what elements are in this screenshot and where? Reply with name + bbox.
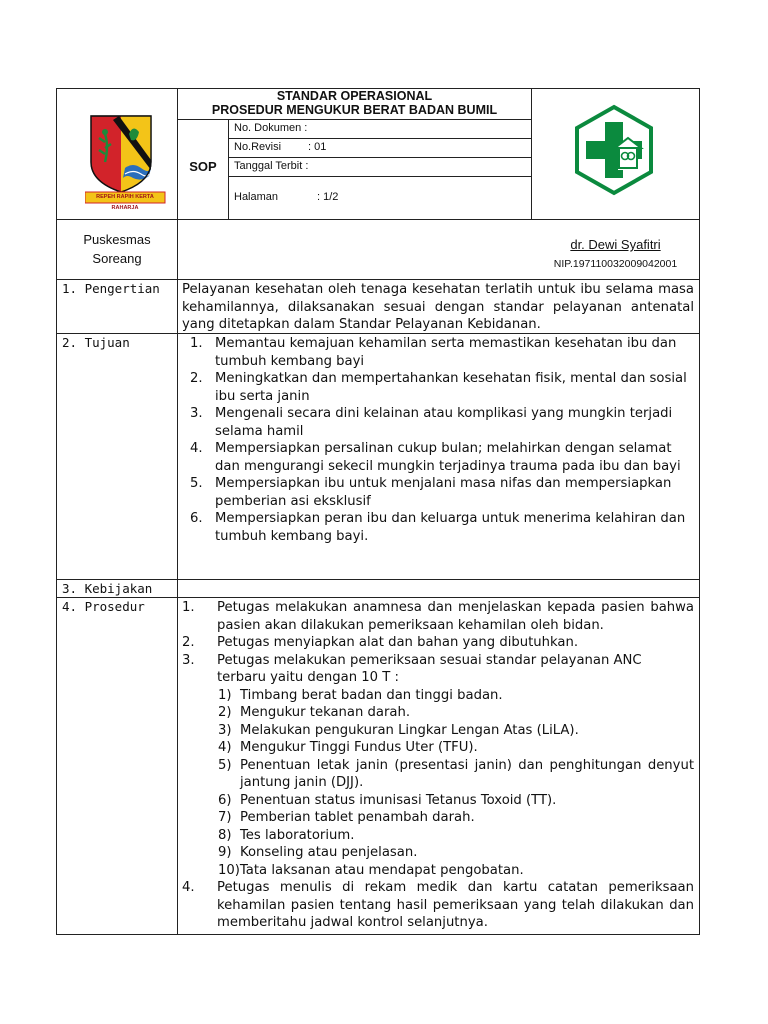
substep — [182, 792, 694, 810]
label-pengertian: 1. Pengertian — [62, 281, 160, 296]
substep-text: Melakukan pengukuran Lingkar Lengan Atas (LiLA). — [240, 722, 579, 738]
list-item — [182, 510, 694, 545]
revisi-label: No.Revisi — [234, 141, 282, 153]
substep — [182, 844, 694, 862]
doc-no-label: No. Dokumen : — [234, 122, 308, 134]
logo-banner: REPEH RAPIH KERTA RAHARJA — [96, 194, 154, 211]
substep-text: Pemberian tablet penambah darah. — [240, 810, 475, 825]
pengertian-text: Pelayanan kesehatan oleh tenaga kesehatan terlatih untuk ibu selama masa kehamilannya, dilaksanakan sesuai dengan standar pelayanan antenatal yang ditetapkan dalam Standar Pelayanan Kebidanan. — [182, 282, 694, 332]
list-item — [182, 370, 694, 405]
substep — [182, 809, 694, 827]
substep — [182, 757, 694, 792]
title-line-1: STANDAR OPERASIONAL — [276, 89, 433, 103]
substep-number: 3) — [218, 722, 232, 738]
step-text: Petugas menulis di rekam medik dan kartu catatan pemeriksaan kehamilan pasien tentang hasil pemeriksaan yang telah dilakukan dan memberitahu jadwal kontrol selanjutnya. — [217, 880, 694, 930]
signer-name: dr. Dewi Syafitri — [570, 237, 661, 252]
substep-number: 8) — [218, 827, 232, 843]
item-number: 5. — [190, 476, 203, 491]
puskesmas-logo — [568, 104, 660, 200]
prosedur-step — [182, 634, 694, 652]
prosedur-list — [182, 599, 694, 932]
substep: 10)Tata laksanan atau mendapat pengobatan. — [218, 862, 524, 878]
halaman-value: : 1/2 — [317, 191, 339, 203]
step-text: Petugas melakukan anamnesa dan menjelaskan kepada pasien bahwa pasien akan dilakukan pemeriksaan kehamilan oleh bidan. — [217, 600, 694, 633]
item-number: 1. — [190, 336, 203, 351]
label-prosedur: 4. Prosedur — [62, 599, 145, 614]
step-number: 2. — [182, 635, 195, 650]
substep-number: 7) — [218, 810, 232, 825]
item-text: Meningkatkan dan mempertahankan kesehatan fisik, mental dan sosial ibu serta janin — [215, 371, 687, 404]
step-number: 1. — [182, 600, 195, 615]
substep-number: 6) — [218, 792, 232, 808]
substep — [182, 722, 694, 740]
substep-number: 4) — [218, 740, 232, 755]
item-text: Mempersiapkan persalinan cukup bulan; melahirkan dengan selamat dan mengurangi sekecil mungkin terjadinya trauma pada ibu dan bayi — [215, 441, 681, 474]
substep — [182, 827, 694, 845]
substep — [182, 739, 694, 757]
prosedur-step — [182, 599, 694, 634]
substep-number: 9) — [218, 845, 232, 860]
substep-text: Konseling atau penjelasan. — [240, 845, 418, 860]
org-line-2: Soreang — [92, 251, 142, 266]
substep-text: Timbang berat badan dan tinggi badan. — [240, 687, 503, 703]
substep-text: Mengukur tekanan darah. — [240, 705, 411, 720]
regency-logo — [85, 112, 167, 211]
substep-number: 2) — [218, 705, 232, 720]
substep — [182, 704, 694, 722]
item-number: 3. — [190, 406, 203, 421]
substep-text: Mengukur Tinggi Fundus Uter (TFU). — [240, 740, 478, 755]
list-item — [182, 440, 694, 475]
sop-label: SOP — [189, 159, 217, 174]
item-text: Memantau kemajuan kehamilan serta memastikan kesehatan ibu dan tumbuh kembang bayi — [215, 336, 677, 369]
label-tujuan: 2. Tujuan — [62, 335, 130, 350]
step-text: Petugas melakukan pemeriksaan sesuai standar pelayanan ANC terbaru yaitu dengan 10 T : — [217, 652, 642, 685]
tanggal-label: Tanggal Terbit : — [234, 160, 309, 172]
organization-name — [57, 230, 177, 268]
item-number: 2. — [190, 371, 203, 386]
substep-number: 5) — [218, 757, 232, 773]
substep-number: 1) — [218, 687, 232, 703]
item-number: 4. — [190, 441, 203, 456]
step-number: 4. — [182, 880, 195, 895]
step-number: 3. — [182, 652, 195, 668]
item-text: Mempersiapkan ibu untuk menjalani masa nifas dan mempersiapkan pemberian asi eksklusif — [215, 476, 672, 509]
tujuan-list — [182, 335, 694, 545]
title-line-2: PROSEDUR MENGUKUR BERAT BADAN BUMIL — [211, 103, 498, 117]
substep-text: Penentuan letak janin (presentasi janin) dan penghitungan denyut jantung janin (DJJ). — [240, 757, 694, 790]
revisi-value: : 01 — [308, 141, 327, 153]
substep — [182, 687, 694, 705]
org-line-1: Puskesmas — [83, 232, 151, 247]
list-item — [182, 405, 694, 440]
prosedur-step — [182, 652, 694, 687]
sop-title — [178, 89, 531, 117]
item-text: Mempersiapkan peran ibu dan keluarga untuk menerima kelahiran dan tumbuh kembang bayi. — [215, 511, 686, 544]
substep-text: Penentuan status imunisasi Tetanus Toxoid (TT). — [240, 792, 557, 808]
signer-nip: NIP.197110032009042001 — [553, 258, 678, 270]
item-number: 6. — [190, 511, 203, 526]
label-kebijakan: 3. Kebijakan — [62, 581, 153, 596]
prosedur-step — [182, 879, 694, 932]
list-item — [182, 475, 694, 510]
item-text: Mengenali secara dini kelainan atau komplikasi yang mungkin terjadi selama hamil — [215, 406, 673, 439]
step-text: Petugas menyiapkan alat dan bahan yang dibutuhkan. — [217, 635, 579, 650]
substep-text: Tes laboratorium. — [240, 827, 355, 843]
list-item — [182, 335, 694, 370]
halaman-label: Halaman — [234, 191, 279, 203]
